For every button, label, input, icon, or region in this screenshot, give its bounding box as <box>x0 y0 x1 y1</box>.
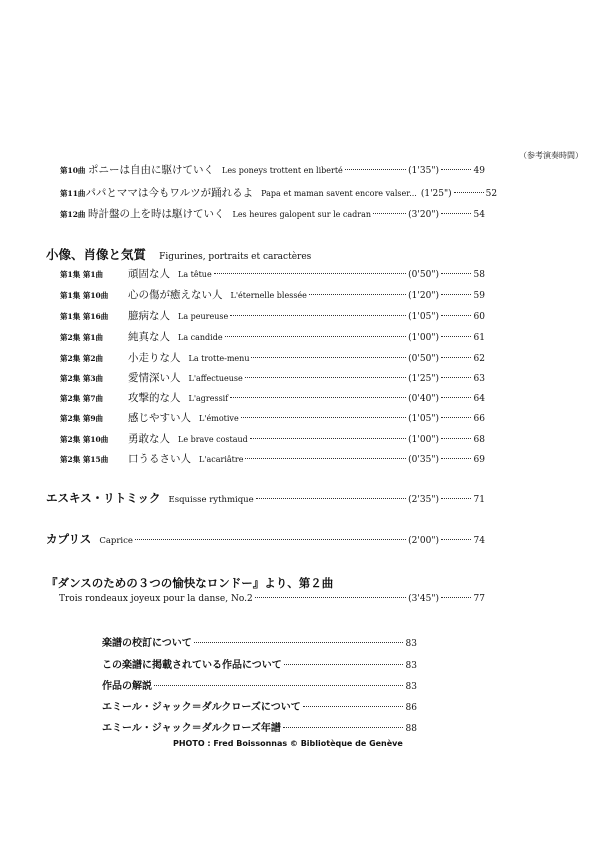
dot-leader <box>441 294 471 295</box>
section-heading <box>46 572 333 591</box>
entry-page: 63 <box>473 374 485 384</box>
entry-title-jp: 感じやすい人 <box>128 412 191 424</box>
toc-entry[interactable] <box>60 451 485 466</box>
dot-leader <box>441 315 471 316</box>
entry-page: 59 <box>473 291 485 301</box>
dot-leader <box>225 336 407 337</box>
entry-duration: (0'40") <box>408 394 439 404</box>
entry-page: 66 <box>473 414 485 424</box>
dot-leader <box>441 169 471 170</box>
entry-page: 69 <box>473 455 485 465</box>
entry-number: 第11曲 <box>60 189 86 198</box>
toc-entry[interactable] <box>60 329 485 344</box>
dot-leader <box>441 357 471 358</box>
entry-title-jp: ポニーは自由に駆けていく <box>88 164 214 176</box>
entry-number: 第10曲 <box>60 166 86 175</box>
dot-leader <box>441 597 471 598</box>
dot-leader <box>441 273 471 274</box>
dot-leader <box>441 397 471 398</box>
entry-title-jp: 臆病な人 <box>128 310 170 322</box>
entry-title-fr: L'affectueuse <box>188 374 243 383</box>
appendix-title: エミール・ジャック＝ダルクローズ年譜 <box>102 723 281 734</box>
entry-title-fr: Les poneys trottent en liberté <box>222 166 343 175</box>
entry-title-fr: Trois rondeaux joyeux pour la danse, No.2 <box>59 594 253 604</box>
appendix-title: この楽譜に掲載されている作品について <box>102 660 282 671</box>
entry-title-jp: 純真な人 <box>128 331 170 343</box>
dot-leader <box>245 377 406 378</box>
dot-leader <box>245 458 406 459</box>
entry-duration: (3'20") <box>408 210 439 220</box>
entry-number: 第1集 第16曲 <box>60 312 109 321</box>
entry-title-jp: 口うるさい人 <box>128 453 191 465</box>
entry-duration: (2'35") <box>408 495 439 505</box>
appendix-page: 83 <box>405 639 417 649</box>
dot-leader <box>345 169 406 170</box>
entry-number: 第2集 第1曲 <box>60 333 104 342</box>
entry-page: 62 <box>473 354 485 364</box>
dot-leader <box>309 294 406 295</box>
appendix-entry[interactable] <box>102 656 417 671</box>
entry-number: 第2集 第9曲 <box>60 414 104 423</box>
entry-title-jp: 愛情深い人 <box>128 372 181 384</box>
appendix-page: 83 <box>405 661 417 671</box>
entry-title-fr: Le brave costaud <box>178 435 248 444</box>
entry-title-fr: Caprice <box>99 536 133 546</box>
appendix-entry[interactable] <box>102 719 417 734</box>
appendix-page: 86 <box>405 703 417 713</box>
entry-title-fr: Esquisse rythmique <box>168 495 254 505</box>
dot-leader <box>441 213 471 214</box>
toc-entry[interactable] <box>60 390 485 405</box>
toc-entry[interactable] <box>46 490 485 506</box>
toc-entry[interactable] <box>60 350 485 365</box>
entry-page: 49 <box>473 166 485 176</box>
appendix-page: 83 <box>405 682 417 692</box>
dot-leader <box>454 192 484 193</box>
dot-leader <box>373 213 406 214</box>
entry-duration: (1'25") <box>420 189 452 199</box>
entry-duration: (2'00") <box>408 536 439 546</box>
toc-entry[interactable] <box>60 308 485 323</box>
entry-title-fr: Papa et maman savent encore valser... <box>261 189 417 198</box>
entry-title-jp: 心の傷が癒えない人 <box>128 289 223 301</box>
entry-number: 第1集 第10曲 <box>60 291 109 300</box>
appendix-entry[interactable] <box>102 677 417 692</box>
dot-leader <box>441 377 471 378</box>
entry-number: 第1集 第1曲 <box>60 270 104 279</box>
section-title-fr: Figurines, portraits et caractères <box>159 252 312 262</box>
photo-credit: PHOTO : Fred Boissonnas © Bibliotèque de Genève <box>173 739 403 748</box>
entry-duration: (1'25") <box>408 374 439 384</box>
entry-title-fr: L'agressif <box>188 394 229 403</box>
entry-page: 64 <box>473 394 485 404</box>
entry-number: 第2集 第2曲 <box>60 354 104 363</box>
entry-duration: (1'05") <box>408 414 439 424</box>
toc-entry[interactable] <box>60 206 485 221</box>
entry-page: 71 <box>473 495 485 505</box>
toc-entry[interactable] <box>60 287 485 302</box>
appendix-entry[interactable] <box>102 698 417 713</box>
entry-duration: (3'45") <box>408 594 439 604</box>
entry-title-jp: 勇敢な人 <box>128 433 170 445</box>
entry-number: 第2集 第15曲 <box>60 455 109 464</box>
entry-title-jp: エスキス・リトミック <box>46 491 161 505</box>
entry-title-jp: 攻撃的な人 <box>128 392 181 404</box>
timing-note: （参考演奏時間） <box>519 151 583 160</box>
entry-title-fr: La trotte-menu <box>188 354 250 363</box>
toc-entry[interactable] <box>60 410 485 425</box>
dot-leader <box>214 273 406 274</box>
dot-leader <box>230 397 406 398</box>
appendix-title: エミール・ジャック＝ダルクローズについて <box>102 702 301 713</box>
appendix-title: 作品の解説 <box>102 681 152 692</box>
dot-leader <box>284 664 403 665</box>
entry-page: 60 <box>473 312 485 322</box>
appendix-title: 楽譜の校訂について <box>102 638 192 649</box>
dot-leader <box>441 438 471 439</box>
dot-leader <box>441 498 471 499</box>
entry-title-fr: La peureuse <box>178 312 229 321</box>
entry-title-fr: L'émotive <box>199 414 239 423</box>
entry-title-jp: 『ダンスのための３つの愉快なロンドー』より、第２曲 <box>46 576 334 590</box>
dot-leader <box>251 357 406 358</box>
dot-leader <box>241 417 406 418</box>
entry-title-fr: La candide <box>178 333 223 342</box>
toc-entry[interactable] <box>59 594 485 604</box>
entry-title-fr: Les heures galopent sur le cadran <box>232 210 372 219</box>
entry-title-jp: パパとママは今もワルツが踊れるよ <box>85 187 254 199</box>
entry-title-fr: L'éternelle blessée <box>230 291 307 300</box>
entry-title-jp: 頑固な人 <box>128 268 170 280</box>
section-title-jp: 小像、肖像と気質 <box>46 247 147 262</box>
dot-leader <box>194 642 403 643</box>
section-heading <box>46 244 311 263</box>
entry-number: 第2集 第7曲 <box>60 394 104 403</box>
entry-duration: (0'50") <box>408 270 439 280</box>
entry-title-fr: L'acariâtre <box>199 455 244 464</box>
dot-leader <box>303 706 403 707</box>
entry-page: 68 <box>473 435 485 445</box>
dot-leader <box>283 727 403 728</box>
toc-entry[interactable] <box>60 266 485 281</box>
toc-entry[interactable] <box>60 370 485 385</box>
entry-title-jp: 小走りな人 <box>128 352 181 364</box>
entry-page: 58 <box>473 270 485 280</box>
entry-page: 61 <box>473 333 485 343</box>
entry-number: 第2集 第3曲 <box>60 374 104 383</box>
dot-leader <box>135 539 406 540</box>
dot-leader <box>230 315 406 316</box>
toc-entry[interactable] <box>46 531 485 547</box>
entry-duration: (1'05") <box>408 312 439 322</box>
entry-page: 54 <box>473 210 485 220</box>
entry-title-fr: La têtue <box>178 270 212 279</box>
dot-leader <box>441 539 471 540</box>
appendix-page: 88 <box>405 724 417 734</box>
entry-duration: (1'00") <box>408 435 439 445</box>
dot-leader <box>441 417 471 418</box>
entry-page: 77 <box>473 594 485 604</box>
entry-duration: (1'00") <box>408 333 439 343</box>
entry-page: 74 <box>473 536 485 546</box>
dot-leader <box>250 438 406 439</box>
dot-leader <box>255 597 406 598</box>
entry-number: 第2集 第10曲 <box>60 435 109 444</box>
entry-title-jp: カプリス <box>46 532 92 546</box>
entry-title-jp: 時計盤の上を時は駆けていく <box>88 208 225 220</box>
entry-duration: (0'50") <box>408 354 439 364</box>
entry-page: 52 <box>485 189 498 199</box>
entry-duration: (1'35") <box>408 166 439 176</box>
appendix-entry[interactable] <box>102 634 417 649</box>
toc-entry[interactable] <box>60 431 485 446</box>
toc-entry[interactable] <box>60 185 498 200</box>
dot-leader <box>256 498 406 499</box>
entry-duration: (0'35") <box>408 455 439 465</box>
dot-leader <box>154 685 403 686</box>
dot-leader <box>441 336 471 337</box>
toc-entry[interactable] <box>60 162 485 177</box>
entry-number: 第12曲 <box>60 210 86 219</box>
dot-leader <box>441 458 471 459</box>
entry-duration: (1'20") <box>408 291 439 301</box>
